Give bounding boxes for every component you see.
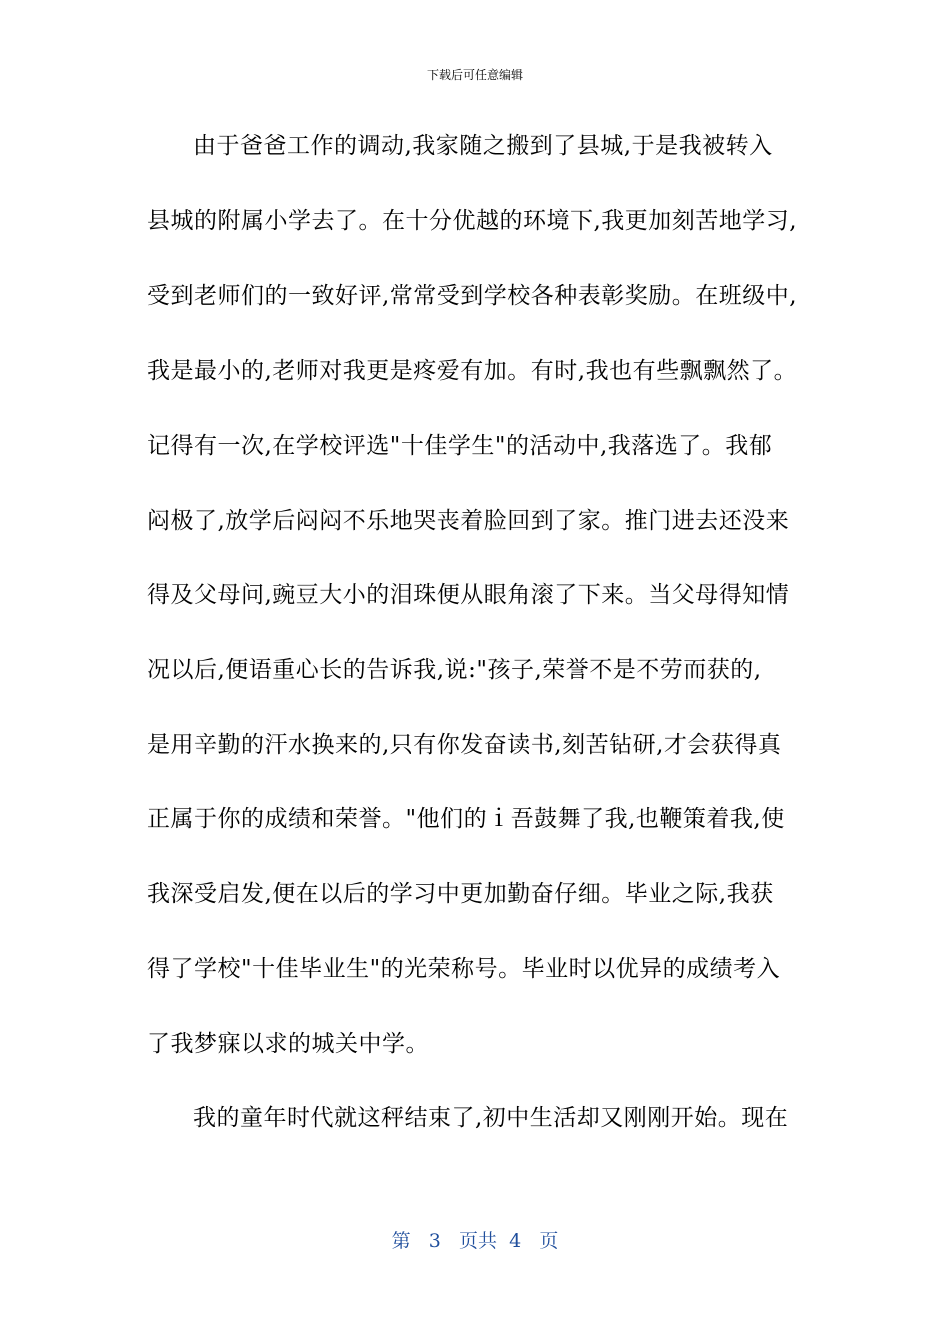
text-line: 况以后,便语重心长的告诉我,说:"孩子,荣誉不是不劳而获的, [147,657,762,683]
text-line: 是用辛勤的汗水换来的,只有你发奋读书,刻苦钻研,才会获得真 [147,732,782,758]
text-line: 正属于你的成绩和荣誉。"他们的ｉ吾鼓舞了我,也鞭策着我,使 [147,806,785,832]
total-pages-number: 4 [509,1230,522,1252]
footer-prefix: 第 [391,1230,411,1252]
text-line: 我深受启发,便在以后的学习中更加勤奋仔细。毕业之际,我获 [147,881,774,907]
current-page-number: 3 [428,1230,441,1252]
text-line: 由于爸爸工作的调动,我家随之搬到了县城,于是我被转入 [193,133,773,159]
text-line: 得及父母问,豌豆大小的泪珠便从眼角滚了下来。当父母得知情 [147,582,790,608]
page-header: 下载后可任意编辑 [426,68,523,82]
text-line: 县城的附属小学去了。在十分优越的环境下,我更加刻苦地学习, [147,208,798,234]
text-line: 了我梦寐以求的城关中学。 [147,1031,429,1057]
footer-suffix: 页 [539,1230,559,1252]
text-line: 我的童年时代就这秤结束了,初中生活却又刚刚开始。现在 [193,1105,789,1131]
text-line: 闷极了,放学后闷闷不乐地哭丧着脸回到了家。推门进去还没来 [147,508,790,534]
page-footer [0,1226,950,1253]
footer-middle: 页共 [459,1230,498,1252]
text-line: 受到老师们的一致好评,常常受到学校各种表彰奖励。在班级中, [147,283,798,309]
text-line: 我是最小的,老师对我更是疼爱有加。有时,我也有些飘飘然了。 [147,358,798,384]
text-line: 记得有一次,在学校评选"十佳学生"的活动中,我落选了。我郁 [147,433,773,459]
text-line: 得了学校"十佳毕业生"的光荣称号。毕业时以优异的成绩考入 [147,956,781,982]
